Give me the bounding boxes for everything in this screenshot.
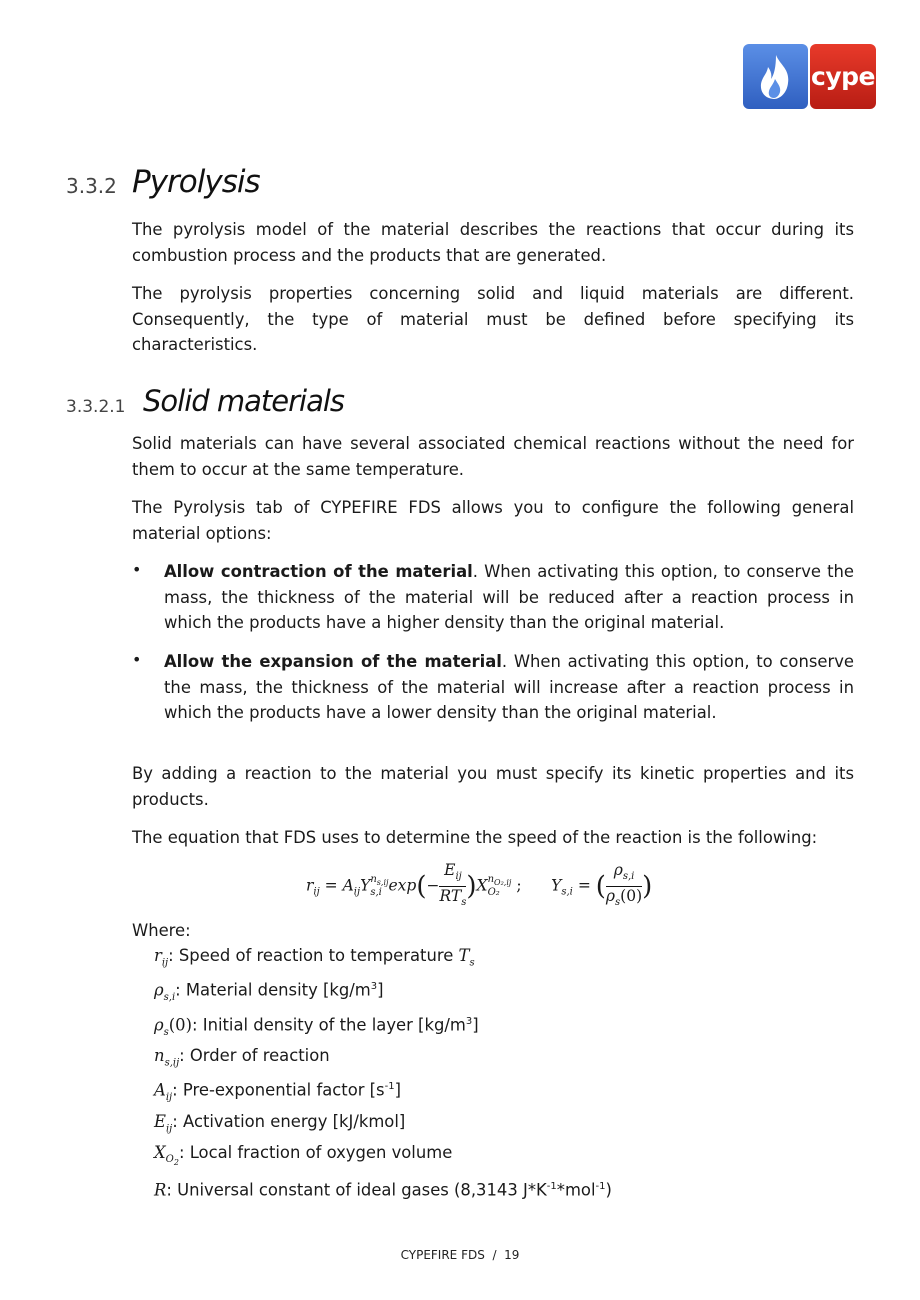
definitions-list — [154, 944, 612, 1202]
where-label: Where: — [132, 921, 191, 940]
bullet-icon: • — [132, 650, 142, 669]
bullet-icon: • — [132, 560, 142, 579]
list-item — [164, 649, 854, 726]
bullet-bold: Allow the expansion of the material — [164, 652, 502, 671]
paragraph: The Pyrolysis tab of CYPEFIRE FDS allows you to configure the following general material options: — [132, 498, 854, 543]
subsection-number: 3.3.2.1 — [66, 397, 126, 417]
list-item — [164, 559, 854, 636]
definition-item: $E_{ij}$: Activation energy [kJ/kmol] — [154, 1111, 406, 1135]
definition-item: $n_{s,ij}$: Order of reaction — [154, 1046, 330, 1069]
bullet-bold: Allow contraction of the material — [164, 562, 473, 581]
section-title: Pyrolysis — [132, 164, 260, 200]
paragraph: The pyrolysis properties concerning solid and liquid materials are different. Consequently, the type of material must be defined before specifying its characteristics. — [132, 284, 854, 354]
definition-item: R: Universal constant of ideal gases (8,3143 $J*K^{-1}*mol^{-1}$) — [154, 1180, 612, 1200]
bullet-body: . When activating this option, to conserve the mass, the thickness of the material will be reduced after a reaction process in which the products have a higher density than the original material. — [164, 562, 854, 632]
definition-item: $A_{ij}$: Pre-exponential factor $[s^{-1}]$ — [154, 1080, 401, 1103]
reaction-equation: $r_{ij} = A_{ij}Y$ $n_{s,ij}$ s,i exp(− $\frac{E_{ij}}{RT_s}$ )X $n_{O_2,ij}$ O₂ ; $Y_{s,i}$ = ( $\frac{\rho_{s,i}}{\rho_s(0)}$ ) — [306, 861, 653, 909]
paragraph: The equation that FDS uses to determine the speed of the reaction is the following: — [132, 828, 818, 847]
cype-logo: cype — [810, 44, 876, 109]
subsection-title: Solid materials — [143, 384, 345, 418]
definition-item: $r_{ij}$: Speed of reaction to temperature $T_s$ — [154, 946, 475, 969]
paragraph: Solid materials can have several associated chemical reactions without the need for them to occur at the same temperature. — [132, 434, 854, 479]
definition-item: $X_{O_2}$: Local fraction of oxygen volume — [154, 1142, 453, 1168]
page-footer: CYPEFIRE FDS / 19 — [400, 1248, 520, 1262]
flame-logo-icon — [743, 44, 808, 109]
definition-item: $\rho_{s,i}$: Material density $[kg/m^3]$ — [154, 980, 384, 1003]
section-number: 3.3.2 — [66, 174, 117, 198]
definition-item: $\rho_s(0)$: Initial density of the layer $[kg/m^3]$ — [154, 1015, 479, 1038]
paragraph: By adding a reaction to the material you must specify its kinetic properties and its products. — [132, 764, 854, 809]
bullet-body: . When activating this option, to conserve the mass, the thickness of the material will increase after a reaction process in which the products have a lower density than the original material. — [164, 652, 854, 722]
paragraph: The pyrolysis model of the material describes the reactions that occur during its combustion process and the products that are generated. — [132, 220, 854, 265]
